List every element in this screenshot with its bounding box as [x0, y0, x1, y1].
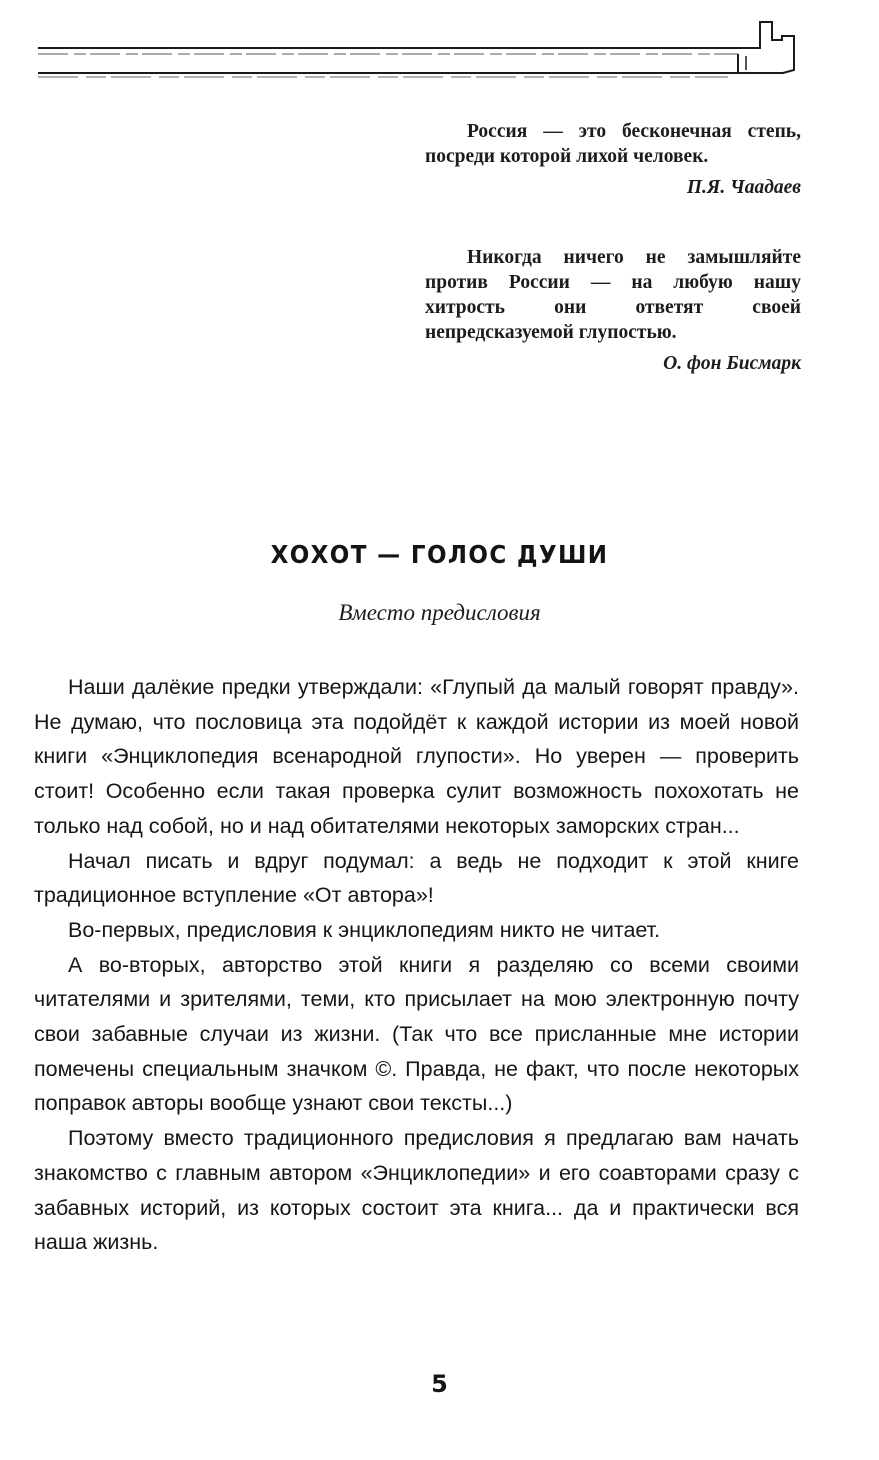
- epigraph-author: П.Я. Чаадаев: [686, 177, 801, 198]
- chapter-title: ХОХОТ — ГОЛОС ДУШИ: [270, 540, 609, 569]
- epigraph-quote: Никогда ничего не замышляйте против России — на любую нашу хитрость они ответят своей непредсказуемой глупостью.: [425, 247, 801, 343]
- epigraph-author: О. фон Бисмарк: [663, 353, 801, 374]
- chapter-subtitle: Вместо предисловия: [338, 600, 541, 625]
- paragraph: А во-вторых, авторство этой книги я разделяю со всеми своими читателями и зрителями, теми, кто присылает на мою электронную почту свои забавные случаи из жизни. (Так что все присланные мне истории помечены специальным значком ©. Правда, не факт, что после некоторых поправок авторы вообще узнают свои тексты...): [34, 952, 799, 1116]
- epigraph: [425, 245, 801, 376]
- epigraph: [425, 119, 801, 200]
- paragraph: Начал писать и вдруг подумал: а ведь не подходит к этой книге традиционное вступление «От автора»!: [34, 848, 799, 908]
- paragraph: Во-первых, предисловия к энциклопедиям никто не читает.: [68, 917, 661, 942]
- header-ornament: [38, 18, 808, 82]
- epigraph-quote: Россия — это бесконечная степь, посреди которой лихой человек.: [425, 121, 801, 167]
- page-number: 5: [431, 1370, 448, 1398]
- paragraph: Наши далёкие предки утверждали: «Глупый да малый говорят правду». Не думаю, что пословица эта подойдёт к каждой истории из моей новой книги «Энциклопедия всенародной глупости». Но уверен — проверить стоит! Особенно если такая проверка сулит возможность похохотать не только над собой, но и над обитателями некоторых заморских стран...: [34, 675, 799, 838]
- paragraph: Поэтому вместо традиционного предисловия я предлагаю вам начать знакомство с главным автором «Энциклопедии» и его соавторами сразу с забавных историй, из которых состоит эта книга... да и практически вся наша жизнь.: [34, 1126, 799, 1255]
- body-text: [34, 670, 799, 1260]
